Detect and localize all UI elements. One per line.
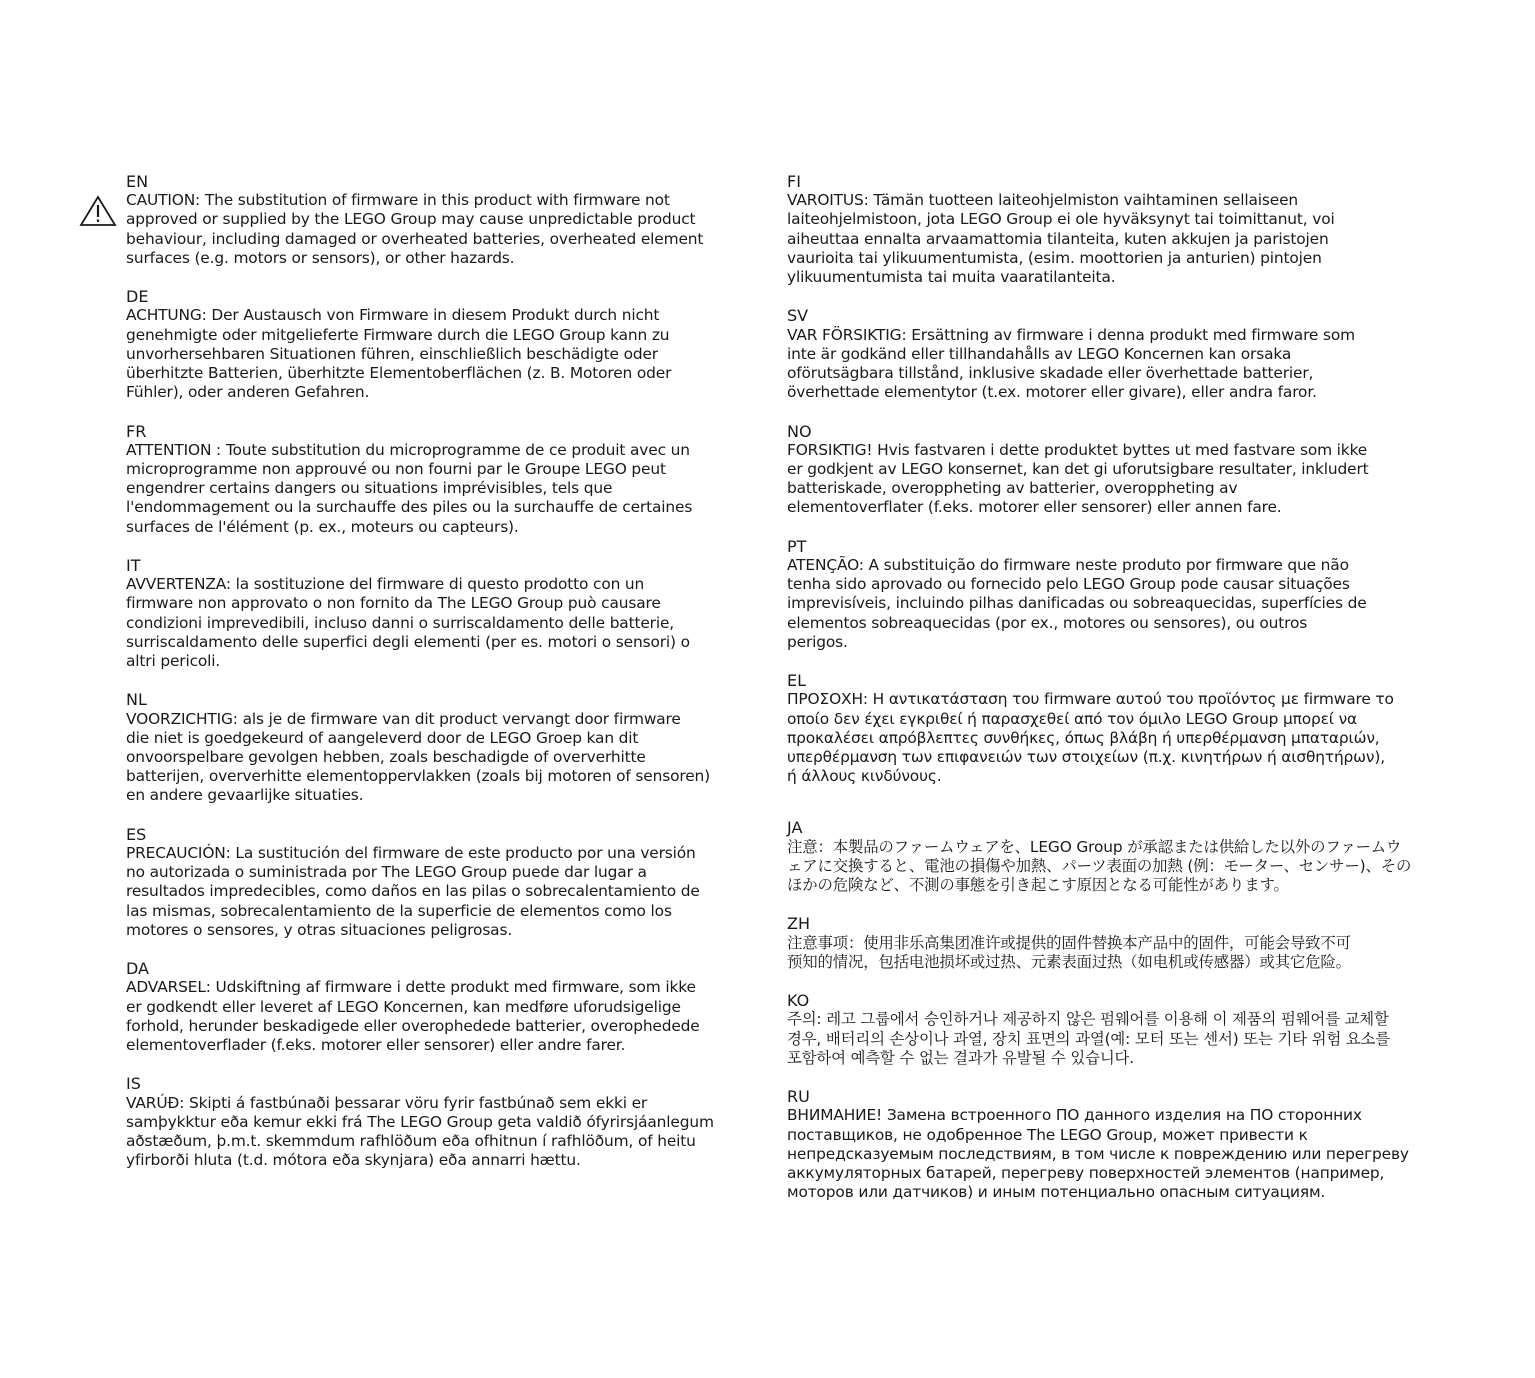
text-line: onvoorspelbare gevolgen hebben, zoals beschadigde of oververhitte [126,747,646,766]
text-line: FORSIKTIG! Hvis fastvaren i dette produktet byttes ut med fastvare som ikke [787,440,1368,459]
text-line: überhitzte Batterien, überhitzte Elementoberflächen (z. B. Motoren oder [126,363,672,382]
text-line: elementoverflader (f.eks. motorer eller sensorer) eller andre farer. [126,1035,626,1054]
text-line: ВНИМАНИЕ! Замена встроенного ПО данного изделия на ПО сторонних [787,1106,1362,1125]
text-line: поставщиков, не одобренное The LEGO Group, может привести к [787,1125,1308,1144]
text-line: ή άλλους κινδύνους. [787,767,942,786]
text-line: 주의: 레고 그룹에서 승인하거나 제공하지 않은 펌웨어를 이용해 이 제품의 펌웨어를 교체할 [787,1010,1389,1029]
text-line: VARÚÐ: Skipti á fastbúnaði þessarar vöru fyrir fastbúnað sem ekki er [126,1093,648,1112]
text-line: PRECAUCIÓN: La sustitución del firmware de este producto por una versión [126,843,696,862]
language-code: IS [126,1074,141,1094]
section-it [126,556,766,671]
warning-text [126,844,766,940]
text-line: surfaces de l'élément (p. ex., moteurs ou capteurs). [126,517,519,536]
text-line: Fühler), oder anderen Gefahren. [126,383,370,402]
text-line: ATENÇÃO: A substituição do firmware neste produto por firmware que não [787,555,1349,574]
text-line: imprevisíveis, incluindo pilhas danificadas ou sobreaquecidas, superfícies de [787,594,1367,613]
text-line: аккумуляторных батарей, перегреву поверхностей элементов (например, [787,1163,1385,1182]
text-line: resultados impredecibles, como daños en las pilas o sobrecalentamiento de [126,882,700,901]
language-code: EN [126,172,149,191]
section-fr [126,422,766,537]
language-code: ES [126,824,147,844]
warning-text [787,441,1457,518]
section-zh [787,914,1457,972]
right-column [787,172,1457,1202]
section-no [787,422,1457,518]
section-pt [787,537,1457,652]
text-line: approved or supplied by the LEGO Group may cause unpredictable product [126,210,696,229]
text-line: surfaces (e.g. motors or sensors), or other hazards. [126,248,515,267]
language-code: ZH [787,914,810,934]
section-es [126,825,766,940]
text-line: behaviour, including damaged or overheated batteries, overheated element [126,229,704,248]
section-nl [126,690,766,805]
text-line: las mismas, sobrecalentamiento de la superficie de elementos como los [126,901,672,920]
text-line: genehmigte oder mitgelieferte Firmware durch die LEGO Group kann zu [126,325,670,344]
text-line: laiteohjelmistoon, jota LEGO Group ei ole hyväksynyt tai toimittanut, voi [787,210,1335,229]
text-line: непредсказуемым последствиям, в том числе к повреждению или перегреву [787,1144,1409,1163]
text-line: ATTENTION : Toute substitution du microprogramme de ce produit avec un [126,440,690,459]
warning-text [787,1010,1457,1068]
text-line: motores o sensores, y otras situaciones peligrosas. [126,920,513,939]
text-line: inte är godkänd eller tillhandahålls av LEGO Koncernen kan orsaka [787,344,1292,363]
section-en [126,172,766,268]
text-line: aiheuttaa ennalta arvaamattomia tilanteita, kuten akkujen ja paristojen [787,229,1329,248]
language-code: FR [126,421,147,441]
text-line: samþykktur eða kemur ekki frá The LEGO Group geta valdið ófyrirsjáanlegum [126,1112,714,1131]
language-code: FI [787,172,801,191]
text-line: υπερθέρμανση των επιφανειών των στοιχείων (π.χ. κινητήρων ή αισθητήρων), [787,747,1385,766]
warning-triangle-icon [79,195,117,227]
warning-text [787,934,1457,972]
language-code: DE [126,287,149,307]
language-code: EL [787,671,807,691]
text-line: 预知的情况，包括电池损坏或过热、元素表面过热（如电机或传感器）或其它危险。 [787,952,1351,971]
warning-text [126,191,766,268]
warning-text [787,1106,1457,1202]
text-line: altri pericoli. [126,651,221,670]
text-line: oförutsägbara tillstånd, inklusive skadade eller överhettade batterier, [787,363,1314,382]
text-line: VAROITUS: Tämän tuotteen laiteohjelmiston vaihtaminen sellaiseen [787,191,1298,210]
warning-text [787,191,1457,287]
text-line: yfirborði hluta (t.d. mótora eða skynjara) eða annarri hættu. [126,1151,581,1170]
text-line: firmware non approvato o non fornito da The LEGO Group può causare [126,594,661,613]
warning-text [126,978,766,1055]
warning-text [787,556,1457,652]
left-column [126,172,766,1170]
text-line: ACHTUNG: Der Austausch von Firmware in diesem Produkt durch nicht [126,306,660,325]
language-code: RU [787,1087,810,1107]
section-fi [787,172,1457,287]
text-line: microprogramme non approuvé ou non fourni par le Groupe LEGO peut [126,459,666,478]
text-line: VOORZICHTIG: als je de firmware van dit product vervangt door firmware [126,709,681,728]
warning-text [787,326,1457,403]
text-line: 注意事项：使用非乐高集团准许或提供的固件替换本产品中的固件，可能会导致不可 [787,933,1351,952]
text-line: 경우, 배터리의 손상이나 과열, 장치 표면의 과열(예: 모터 또는 센서) 또는 기타 위험 요소를 [787,1029,1390,1048]
text-line: tenha sido aprovado ou fornecido pelo LEGO Group pode causar situações [787,575,1350,594]
text-line: engendrer certains dangers ou situations imprévisibles, tels que [126,479,613,498]
text-line: no autorizada o suministrada por The LEGO Group puede dar lugar a [126,863,647,882]
text-line: ADVARSEL: Udskiftning af firmware i dette produkt med firmware, som ikke [126,978,696,997]
text-line: forhold, herunder beskadigede eller overophedede batterier, overophedede [126,1016,700,1035]
text-line: VAR FÖRSIKTIG: Ersättning av firmware i denna produkt med firmware som [787,325,1355,344]
text-line: er godkjent av LEGO konsernet, kan det gi uforutsigbare resultater, inkludert [787,459,1369,478]
warning-text [787,690,1457,786]
warning-text [126,575,766,671]
text-line: die niet is goedgekeurd of aangeleverd door de LEGO Groep kan dit [126,728,639,747]
language-code: KO [787,991,810,1011]
text-line: surriscaldamento delle superfici degli elementi (per es. motori o sensori) o [126,632,690,651]
language-code: JA [787,818,803,838]
text-line: condizioni imprevedibili, incluso danni o surriscaldamento delle batterie, [126,613,675,632]
text-line: elementoverflater (f.eks. motorer eller sensorer) eller annen fare. [787,498,1282,517]
text-line: CAUTION: The substitution of firmware in this product with firmware not [126,191,670,210]
text-line: unvorhersehbaren Situationen führen, einschließlich beschädigte oder [126,344,658,363]
text-line: er godkendt eller leveret af LEGO Koncernen, kan medføre uforudsigelige [126,997,681,1016]
text-line: AVVERTENZA: la sostituzione del firmware di questo prodotto con un [126,575,645,594]
text-line: l'endommagement ou la surchauffe des piles ou la surchauffe de certaines [126,498,693,517]
section-ja [787,818,1457,895]
text-line: ほかの危険など、不測の事態を引き起こす原因となる可能性があります。 [787,875,1289,894]
text-line: προκαλέσει απρόβλεπτες συνθήκες, όπως βλάβη ή υπερθέρμανση μπαταριών, [787,728,1380,747]
language-code: IT [126,555,141,575]
text-line: ェアに交換すると、電池の損傷や加熱、パーツ表面の加熱 (例：モーター、センサー)、その [787,856,1412,875]
warning-text [126,710,766,806]
section-da [126,959,766,1055]
section-de [126,287,766,402]
text-line: överhettade elementytor (t.ex. motorer eller givare), eller andra faror. [787,383,1317,402]
text-line: vaurioita tai ylikuumentumista, (esim. moottorien ja anturien) pintojen [787,248,1322,267]
language-code: PT [787,536,807,556]
text-line: en andere gevaarlijke situaties. [126,786,364,805]
text-line: οποίο δεν έχει εγκριθεί ή παρασχεθεί από τον όμιλο LEGO Group μπορεί να [787,709,1358,728]
text-line: aðstæðum, þ.m.t. skemmdum rafhlöðum eða ofhitnun í rafhlöðum, of heitu [126,1131,696,1150]
text-line: 注意：本製品のファームウェアを、LEGO Group が承認または供給した以外のファームウ [787,837,1402,856]
language-code: SV [787,306,809,326]
section-ru [787,1087,1457,1202]
language-code: DA [126,959,149,979]
section-sv [787,306,1457,402]
section-ko [787,991,1457,1068]
warning-text [126,306,766,402]
text-line: 포함하여 예측할 수 없는 결과가 유발될 수 있습니다. [787,1048,1135,1067]
text-line: ylikuumentumista tai muita vaaratilanteita. [787,268,1116,286]
section-el [787,671,1457,786]
language-code: NO [787,421,812,441]
text-line: batteriskade, overoppheting av batterier, overoppheting av [787,479,1238,498]
warning-text [787,838,1457,896]
language-code: NL [126,690,147,710]
warning-text [126,441,766,537]
warning-text [126,1094,766,1171]
text-line: моторов или датчиков) и иным потенциально опасным ситуациям. [787,1183,1326,1202]
section-is [126,1074,766,1170]
text-line: ΠΡΟΣΟΧΗ: Η αντικατάσταση του firmware αυτού του προϊόντος με firmware το [787,690,1394,709]
text-line: perigos. [787,632,848,651]
text-line: batterijen, oververhitte elementoppervlakken (zoals bij motoren of sensoren) [126,767,710,786]
text-line: elementos sobreaquecidas (por ex., motores ou sensores), ou outros [787,613,1308,632]
